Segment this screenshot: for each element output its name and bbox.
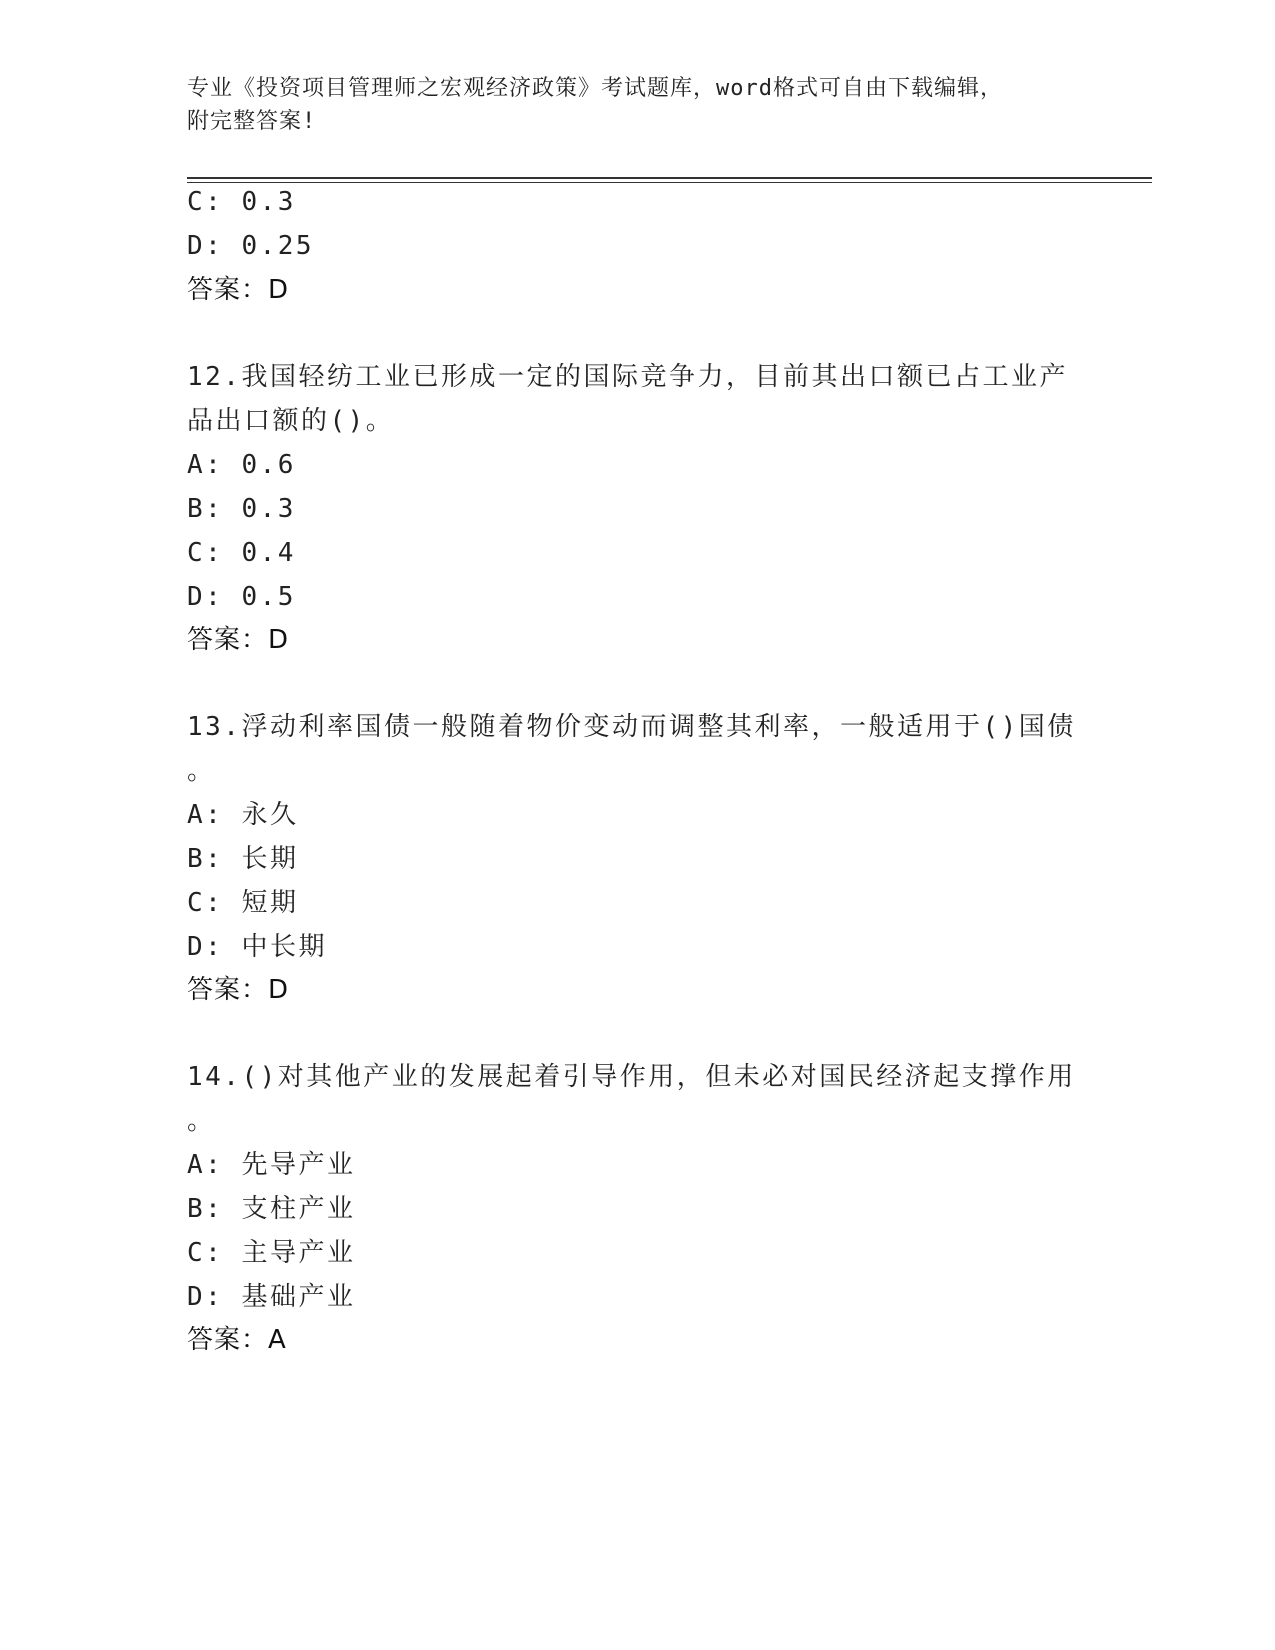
question-13-option-a: A: 永久 <box>187 800 299 830</box>
question-14-option-b: B: 支柱产业 <box>187 1194 356 1224</box>
question-13-option-c: C: 短期 <box>187 888 299 918</box>
question-12-option-b: B: 0.3 <box>187 494 296 524</box>
question-13-stem-line-2: 。 <box>187 756 216 786</box>
question-13-stem-line-1: 13.浮动利率国债一般随着物价变动而调整其利率，一般适用于()国债 <box>187 712 1076 742</box>
page-header <box>187 72 1067 138</box>
question-13-option-b: B: 长期 <box>187 844 299 874</box>
question-14-option-c: C: 主导产业 <box>187 1238 356 1268</box>
option-d: D: 0.25 <box>187 231 315 261</box>
answer-line: 答案：D <box>187 275 290 305</box>
question-13-answer: 答案：D <box>187 975 290 1005</box>
question-14-stem-line-2: 。 <box>187 1106 216 1136</box>
header-divider-thick <box>187 177 1152 179</box>
header-line-2: 附完整答案! <box>187 109 317 134</box>
header-divider-thin <box>187 182 1152 183</box>
question-12-option-d: D: 0.5 <box>187 582 296 612</box>
question-12-option-a: A: 0.6 <box>187 450 296 480</box>
question-14-option-a: A: 先导产业 <box>187 1150 356 1180</box>
question-12-option-c: C: 0.4 <box>187 538 296 568</box>
question-14-stem-line-1: 14.()对其他产业的发展起着引导作用，但未必对国民经济起支撑作用 <box>187 1062 1076 1092</box>
question-14-option-d: D: 基础产业 <box>187 1282 356 1312</box>
header-line-1: 专业《投资项目管理师之宏观经济政策》考试题库，word格式可自由下载编辑， <box>187 76 1003 101</box>
question-13-option-d: D: 中长期 <box>187 932 327 962</box>
question-12-answer: 答案：D <box>187 625 290 655</box>
question-12-stem-line-2: 品出口额的()。 <box>187 406 395 436</box>
option-c: C: 0.3 <box>187 187 296 217</box>
question-12-stem-line-1: 12.我国轻纺工业已形成一定的国际竞争力，目前其出口额已占工业产 <box>187 362 1068 392</box>
question-14-answer: 答案：A <box>187 1325 287 1355</box>
